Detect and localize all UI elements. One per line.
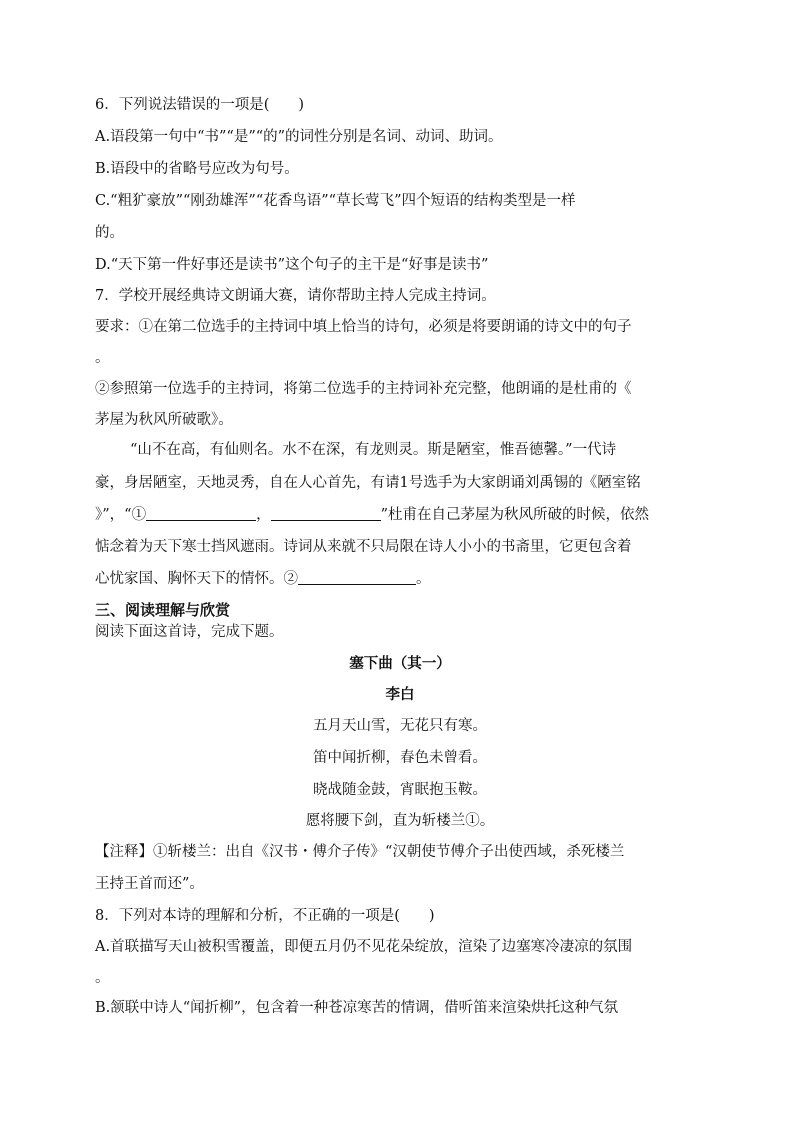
- q7-requirement-1: 要求：①在第二位选手的主持词中填上恰当的诗句，必须是将要朗诵的诗文中的句子: [95, 319, 632, 335]
- section-heading: 三、阅读理解与欣赏: [95, 601, 231, 619]
- host-script-line3: [95, 505, 705, 525]
- answer-blank-1a[interactable]: [146, 506, 256, 521]
- q6-stem: 6．下列说法错误的一项是( ): [95, 97, 305, 113]
- q8-option-a-line1: A.首联描写天山被积雪覆盖，即便五月仍不见花朵绽放，渲染了边塞寒冷凄凉的氛围: [95, 939, 633, 955]
- host-script-line1: “山不在高，有仙则名。水不在深，有龙则灵。斯是陋室，惟吾德馨。”一代诗: [130, 442, 617, 458]
- answer-blank-1b[interactable]: [271, 506, 381, 521]
- q8-stem: 8．下列对本诗的理解和分析，不正确的一项是( ): [95, 908, 435, 924]
- poem-note-line2: 王持王首而还”。: [95, 876, 204, 892]
- host-script-line5-end: 。: [416, 571, 431, 587]
- host-script-line4: 惦念着为天下寒士挡风遮雨。诗词从来就不只局限在诗人小小的书斋里，它更包含着: [95, 539, 632, 555]
- q6-option-d: D.“天下第一件好事还是读书”这个句子的主干是“好事是读书”: [95, 257, 489, 273]
- host-script-line3-start: 》”，“①: [95, 507, 147, 523]
- q8-option-a-line2: 。: [95, 970, 110, 986]
- poem-line-4: 愿将腰下剑，直为斩楼兰①。: [305, 813, 495, 829]
- q8-option-b: B.颔联中诗人“闻折柳”，包含着一种苍凉寒苦的情调，借听笛来渲染烘托这种气氛: [95, 1000, 619, 1016]
- poem-author: 李白: [385, 687, 415, 703]
- poem-line-1: 五月天山雪，无花只有寒。: [313, 718, 487, 734]
- q6-option-c-line2: 的。: [95, 225, 124, 241]
- poem-line-2: 笛中闻折柳，春色未曾看。: [313, 750, 487, 766]
- q6-option-b: B.语段中的省略号应改为句号。: [95, 161, 299, 177]
- q7-requirement-2-end: 茅屋为秋风所破歌》。: [95, 412, 233, 428]
- poem-note-line1: 【注释】①斩楼兰：出自《汉书・傅介子传》“汉朝使节傅介子出使西域，杀死楼兰: [95, 844, 625, 860]
- poem-title: 塞下曲（其一）: [349, 656, 451, 672]
- host-script-comma: ，: [256, 507, 271, 523]
- host-script-line3-end: ”杜甫在自己茅屋为秋风所破的时候，依然: [380, 507, 649, 523]
- poem-line-3: 晓战随金鼓，宵眠抱玉鞍。: [313, 782, 487, 798]
- q7-stem: 7．学校开展经典诗文朗诵大赛，请你帮助主持人完成主持词。: [95, 288, 496, 304]
- host-script-line5: [95, 569, 705, 589]
- q7-requirement-2: ②参照第一位选手的主持词，将第二位选手的主持词补充完整，他朗诵的是杜甫的《: [95, 381, 632, 397]
- section-intro: 阅读下面这首诗，完成下题。: [95, 624, 284, 640]
- answer-blank-2[interactable]: [298, 570, 416, 585]
- host-script-line5-start: 心忧家国、胸怀天下的情怀。②: [95, 571, 298, 587]
- q7-requirement-1-end: 。: [95, 350, 110, 366]
- q6-option-a: A.语段第一句中“书”“是”“的”的词性分别是名词、动词、助词。: [95, 129, 503, 145]
- host-script-line2: 豪，身居陋室，天地灵秀，自在人心首先，有请1号选手为大家朗诵刘禹锡的《陋室铭: [95, 475, 641, 491]
- q6-option-c-line1: C.“粗犷豪放”“刚劲雄浑”“花香鸟语”“草长莺飞”四个短语的结构类型是一样: [95, 193, 576, 209]
